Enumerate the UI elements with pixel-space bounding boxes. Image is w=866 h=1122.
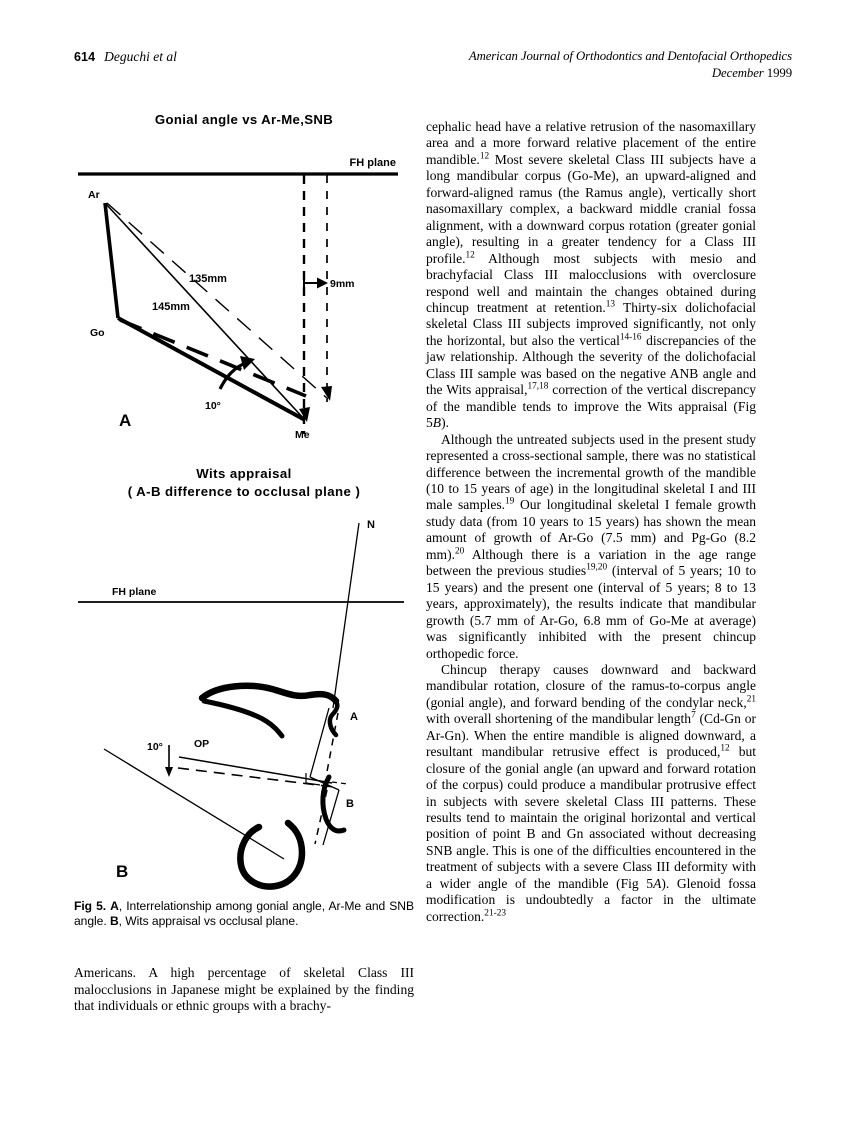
text-run: Chincup therapy causes downward and backward mandibular rotation, closure of the ramus-to-corpus angle (gonial angle), and forward bending of the condylar neck, [426, 661, 756, 710]
right-column-paragraph [426, 432, 756, 662]
figure-reference-italic: B [432, 415, 442, 431]
reference-superscript: 12 [479, 151, 490, 162]
figure-b-op-label: OP [194, 738, 210, 750]
text-run: but closure of the gonial angle (an upward and forward rotation of the corpus) could produce a mandibular protrusive effect in subjects with severe skeletal Class III patterns. These results tend to maintain the original horizontal and vertical position of point B and Gn associated without decreasing SNB angle. This is one of the difficulties encountered in the treatment of subjects with a severe Class III deformity with a wider angle of the mandible (Fig 5 [426, 744, 757, 891]
figure-a-title: Gonial angle vs Ar-Me,SNB [154, 112, 334, 127]
figure-5 [74, 112, 414, 929]
reference-superscript: 7 [691, 710, 696, 721]
figure-b-n-label: N [367, 519, 375, 531]
text-run: cephalic head have a relative retrusion of the nasomaxillary area and a more forward relative placement of the entire mandible. [426, 119, 756, 167]
figure-a-me-label: Me [295, 429, 310, 441]
figure-b-fh-plane-label: FH plane [112, 586, 157, 598]
text-run: Although most subjects with mesio and brachyfacial Class III malocclusions with overclosure respond well and maintain the changes obtained during chincup treatment at retention. [426, 250, 756, 315]
left-column-text [74, 965, 414, 1014]
running-head-authors: Deguchi et al [104, 49, 177, 64]
figure-caption-a-text: , Interrelationship among gonial angle, Ar-Me and SNB angle. [74, 899, 415, 929]
reference-superscript: 14-16 [619, 332, 642, 343]
left-column [74, 112, 414, 1015]
text-run: ). Glenoid fossa modification is undoubtedly a factor in the ultimate correction. [426, 875, 756, 924]
figure-a-panel-letter: A [119, 411, 132, 430]
figure-a-go-label: Go [90, 327, 105, 339]
reference-superscript: 20 [454, 546, 465, 557]
reference-superscript: 19,20 [586, 562, 608, 573]
text-run: correction of the vertical discrepancy of the mandible tends to improve the Wits appraisal (Fig 5 [426, 382, 757, 431]
journal-name: American Journal of Orthodontics and Dentofacial Orthopedics [468, 49, 792, 63]
figure-caption-label: Fig 5. [74, 899, 107, 913]
text-run: Thirty-six dolichofacial skeletal Class III subjects improved significantly, not only the horizontal, but also the vertical [426, 299, 756, 348]
text-run: ). [441, 415, 449, 431]
reference-superscript: 21 [746, 694, 756, 705]
text-run: Although the untreated subjects used in the present study represented a cross-sectional sample, there was no statistical difference between the incremental growth of the mandible (10 to 15 years of age) in the longitudinal skeletal I and III male samples. [426, 431, 756, 513]
figure-caption [74, 899, 414, 929]
figure-b-10deg-label: 10° [147, 741, 163, 753]
figure-b-point-b-label: B [346, 798, 354, 810]
figure-b-diagram [74, 505, 414, 895]
reference-superscript: 19 [505, 496, 515, 507]
figure-a-ar-label: Ar [88, 189, 100, 201]
running-head-right [469, 48, 792, 82]
text-run: Although there is a variation in the age range between the previous studies [426, 546, 756, 579]
figure-a-135mm-label: 135mm [189, 273, 227, 285]
figure-reference-italic: A [653, 875, 662, 891]
issue-year: 1999 [766, 66, 792, 80]
figure-b-point-a-label: A [350, 711, 358, 723]
figure-caption-b-letter: B [109, 914, 119, 929]
figure-a-diagram [74, 134, 414, 464]
figure-b-subtitle: ( A-B difference to occlusal plane ) [127, 484, 361, 499]
reference-superscript: 21-23 [484, 908, 506, 919]
figure-a-fh-plane-label: FH plane [349, 157, 396, 169]
figure-a-10deg-label: 10° [205, 400, 221, 412]
figure-b-title: Wits appraisal [196, 466, 292, 481]
running-head-left [74, 48, 177, 66]
figure-caption-a-letter: A [110, 899, 119, 913]
text-run: Our longitudinal skeletal I female growth study data (from 10 years to 15 years) has shown the mean amount of growth of Ar-Go (7.5 mm) and Pg-Go (8.2 mm). [426, 497, 756, 562]
text-run: Most severe skeletal Class III subjects have a long mandibular corpus (Go-Me), an upward-aligned and forward-aligned ramus (the Ramus angle), vertically short nasomaxillary complex, a backward middle cranial fossa alignment, with a downward corpus rotation (greater gonial angle), resulting in a greater tendency for a Class III profile. [426, 151, 756, 266]
issue-month: December [711, 66, 767, 80]
issue-date [469, 65, 792, 82]
figure-b-panel-letter: B [116, 862, 129, 881]
right-column-paragraph [426, 662, 756, 925]
text-run: (interval of 5 years; 10 to 15 years) and the present one (interval of 5 years; 8 to 13 years, approximately), the results indicate that mandibular growth (5.7 mm of Ar-Go, 6.8 mm of Go-Me at average) was significantly inhibited with the present chincup orthopedic force. [426, 563, 756, 661]
reference-superscript: 13 [605, 299, 616, 310]
figure-a-9mm-label: 9mm [330, 278, 355, 290]
right-column [426, 119, 756, 925]
text-run: discrepancies of the jaw relationship. Although the severity of the dolichofacial Class III sample was based on the negative ANB angle and the Wits appraisal, [426, 332, 757, 398]
running-head [74, 48, 792, 90]
right-column-paragraph [426, 119, 756, 432]
figure-caption-b-text: , Wits appraisal vs occlusal plane. [118, 914, 299, 929]
text-run: (Cd-Gn or Ar-Gn). When the entire mandible is aligned downward, a resultant mandibular retrusive effect is produced, [426, 711, 756, 760]
text-run: with overall shortening of the mandibular length [426, 711, 692, 727]
figure-a-145mm-label: 145mm [152, 301, 190, 313]
left-column-paragraph: Americans. A high percentage of skeletal Class III malocclusions in Japanese might be explained by the finding that individuals or ethnic groups with a brachy- [74, 965, 414, 1014]
reference-superscript: 17,18 [527, 381, 549, 392]
page-number: 614 [74, 50, 96, 64]
reference-superscript: 12 [465, 250, 475, 261]
reference-superscript: 12 [720, 743, 730, 754]
